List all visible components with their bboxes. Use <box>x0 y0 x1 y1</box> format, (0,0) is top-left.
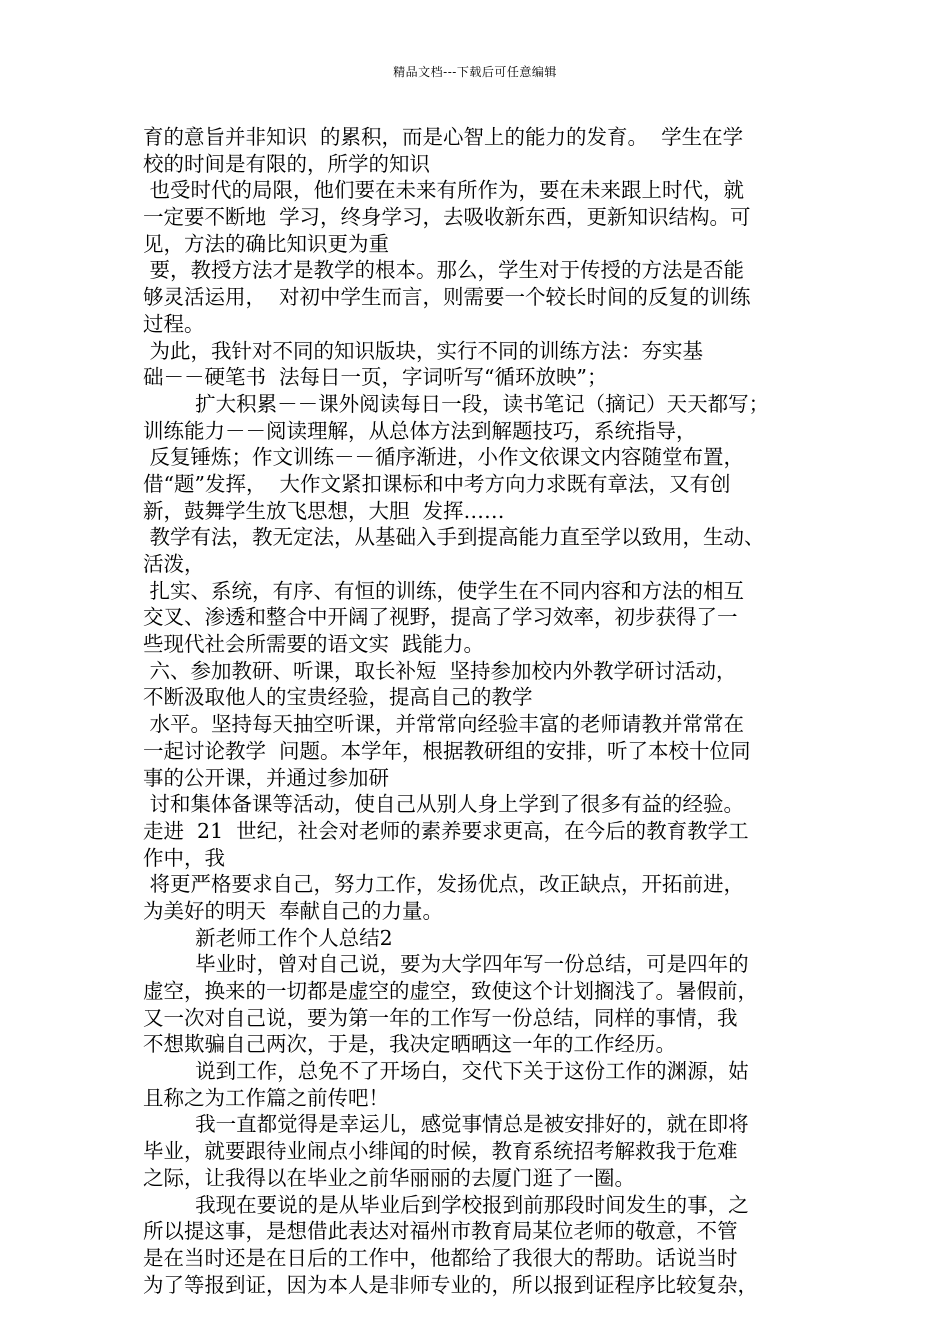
text-line: 活泼， <box>143 552 205 576</box>
text-line: 要，教授方法才是教学的根本。那么，学生对于传授的方法是否能 <box>143 258 745 283</box>
text-line: 不断汲取他人的宝贵经验，提高自己的教学 <box>143 685 533 710</box>
text-line: 说到工作，总免不了开场白，交代下关于这份工作的渊源，姑 <box>143 1059 749 1084</box>
page-header: 精品文档---下载后可任意编辑 <box>393 65 557 79</box>
text-line: 新，鼓舞学生放飞思想，大胆 发挥…… <box>143 498 505 523</box>
document-body <box>143 124 833 1298</box>
text-line: 见，方法的确比知识更为重 <box>143 231 389 256</box>
text-line: 交叉、渗透和整合中开阔了视野，提高了学习效率，初步获得了一 <box>143 605 738 630</box>
text-line: 事的公开课，并通过参加研 <box>143 765 389 790</box>
text-line: 我现在要说的是从毕业后到学校报到前那段时间发生的事，之 <box>143 1192 749 1217</box>
text-line: 些现代社会所需要的语文实 践能力。 <box>143 632 485 657</box>
text-line: 扎实、系统，有序、有恒的训练，使学生在不同内容和方法的相互 <box>143 578 745 603</box>
text-line: 虚空，换来的一切都是虚空的虚空，致使这个计划搁浅了。暑假前， <box>143 979 758 1003</box>
text-line: 走进 21 世纪，社会对老师的素养要求更高，在今后的教育教学工 <box>143 818 749 843</box>
text-line: 够灵活运用， 对初中学生而言，则需要一个较长时间的反复的训练 <box>143 285 751 310</box>
text-line: 讨和集体备课等活动，使自己从别人身上学到了很多有益的经验。 <box>143 792 745 817</box>
text-line: 础－－硬笔书 法每日一页，字词听写“循环放映”； <box>143 365 608 390</box>
text-line: 一起讨论教学 问题。本学年，根据教研组的安排，听了本校十位同 <box>143 738 751 763</box>
text-line: 借“题”发挥， 大作文紧扣课标和中考方向力求既有章法，又有创 <box>143 471 731 496</box>
text-line: 教学有法，教无定法，从基础入手到提高能力直至学以致用，生动、 <box>143 525 765 550</box>
text-line: 作中，我 <box>143 845 225 870</box>
text-line: 也受时代的局限，他们要在未来有所作为，要在未来跟上时代，就 <box>143 178 745 203</box>
text-line: 为此，我针对不同的知识版块，实行不同的训练方法：夯实基 <box>143 338 704 363</box>
text-line: 校的时间是有限的，所学的知识 <box>143 151 430 176</box>
text-line: 一定要不断地 学习，终身学习，去吸收新东西，更新知识结构。可 <box>143 205 751 230</box>
text-line: 又一次对自己说，要为第一年的工作写一份总结，同样的事情，我 <box>143 1005 738 1030</box>
text-line: 且称之为工作篇之前传吧！ <box>143 1085 389 1110</box>
text-line: 育的意旨并非知识 的累积，而是心智上的能力的发育。 学生在学 <box>143 125 744 149</box>
text-line: 过程。 <box>143 311 205 336</box>
text-line: 六、参加教研、听课，取长补短 坚持参加校内外教学研讨活动， <box>143 658 737 683</box>
text-line: 新老师工作个人总结2 <box>143 925 393 950</box>
text-line: 不想欺骗自己两次，于是，我决定晒晒这一年的工作经历。 <box>143 1032 676 1057</box>
text-line: 为美好的明天 奉献自己的力量。 <box>143 898 444 923</box>
text-line: 扩大积累－－课外阅读每日一段，读书笔记（摘记）天天都写； <box>143 391 770 416</box>
text-line: 我一直都觉得是幸运儿，感觉事情总是被安排好的，就在即将 <box>143 1112 749 1137</box>
text-line: 是在当时还是在日后的工作中，他都给了我很大的帮助。话说当时 <box>143 1245 738 1270</box>
text-line: 将更严格要求自己，努力工作，发扬优点，改正缺点，开拓前进， <box>143 872 745 897</box>
text-line: 反复锤炼；作文训练－－循序渐进，小作文依课文内容随堂布置， <box>143 445 745 470</box>
text-line: 水平。坚持每天抽空听课，并常常向经验丰富的老师请教并常常在 <box>143 712 745 737</box>
text-line: 毕业时，曾对自己说，要为大学四年写一份总结，可是四年的 <box>143 952 749 977</box>
text-line: 所以提这事，是想借此表达对福州市教育局某位老师的敬意，不管 <box>143 1219 738 1244</box>
text-line: 为了等报到证，因为本人是非师专业的，所以报到证程序比较复杂， <box>143 1272 758 1297</box>
text-line: 毕业，就要跟待业闹点小绯闻的时候，教育系统招考解救我于危难 <box>143 1139 738 1164</box>
text-line: 之际，让我得以在毕业之前华丽丽的去厦门逛了一圈。 <box>143 1165 635 1190</box>
text-line: 训练能力－－阅读理解，从总体方法到解题技巧，系统指导， <box>143 418 697 443</box>
